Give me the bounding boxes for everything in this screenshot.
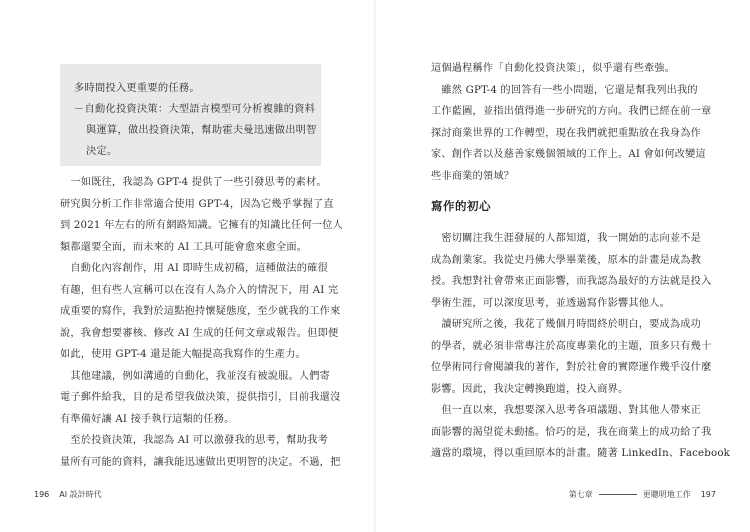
text-line: 雖然 GPT-4 的回答有一些小問題，它還是幫我列出我的: [431, 84, 698, 96]
text-line: 電子郵件給我，目的是希望我做決策，提供指引，目前我還沒: [60, 392, 341, 403]
text-line: 學術生涯，可以深度思考，並透過寫作影響其他人。: [431, 297, 670, 309]
callout-box: [60, 64, 321, 166]
text-line: 這個過程稱作「自動化投資決策」，似乎還有些牽強。: [431, 63, 676, 74]
left-folio: [34, 489, 102, 500]
text-line: 工作藍圖，並指出值得進一步研究的方向。我們已經在前一章: [431, 106, 712, 117]
text-line: 有準備好讓 AI 接手執行這類的任務。: [60, 413, 235, 425]
text-line: 密切關注我生涯發展的人都知道，我一開始的志向並不是: [431, 233, 702, 244]
page-number: 197: [700, 490, 716, 499]
text-line: 如此，使用 GPT-4 還是能大幅提高我寫作的生產力。: [60, 349, 307, 360]
text-line: 的學者，就必須非常專注於高度專業化的主題，頂多只有幾十: [431, 340, 712, 352]
text-line: 但一直以來，我想要深入思考各項議題、對其他人帶來正: [431, 405, 702, 416]
text-line: 影響。因此，我決定轉換跑道，投入商界。: [431, 383, 629, 395]
right-body-text-top: [431, 58, 712, 187]
right-page: [375, 0, 750, 532]
text-line: 自動化內容創作，用 AI 即時生成初稿，這種做法的確很: [60, 263, 328, 274]
text-line: 成為創業家。我從史丹佛大學畢業後，原本的計畫是成為教: [431, 254, 702, 266]
callout-line: 與運算，做出投資決策，幫助霍夫曼迅速做出明智: [86, 125, 317, 136]
text-line: 面影響的渴望從未動搖。恰巧的是，我在商業上的成功給了我: [431, 426, 712, 438]
text-line: 位學術同行會閱讀我的著作，對於社會的實際運作幾乎沒什麼: [431, 362, 712, 373]
chapter-title: 更聰明地工作: [642, 490, 691, 499]
text-line: 成重要的寫作，我對於這點抱持懷疑態度，至少就我的工作來: [60, 306, 341, 317]
chapter-label: 第七章: [568, 490, 593, 499]
right-body-text-bottom: [431, 228, 731, 465]
text-line: 至於投資決策，我認為 AI 可以激發我的思考，幫助我考: [60, 435, 328, 446]
book-title: AI 設計時代: [59, 490, 102, 499]
folio-rule: [599, 494, 637, 495]
page-number: 196: [34, 490, 50, 499]
text-line: 量所有可能的資料，讓我能迅速做出更明智的決定。不過，把: [60, 456, 341, 468]
text-line: 些非商業的領域？: [431, 170, 515, 182]
right-folio: [569, 489, 716, 500]
text-line: 有趣，但有些人宣稱可以在沒有人為介入的情況下，用 AI 完: [60, 284, 339, 296]
callout-line: 多時間投入更重要的任務。: [74, 83, 200, 94]
left-body-text: [60, 172, 343, 473]
text-line: 研究與分析工作非常適合使用 GPT-4，因為它幾乎掌握了直: [60, 198, 334, 210]
text-line: 到 2021 年左右的所有網路知識。它擁有的知識比任何一位人: [60, 220, 343, 231]
callout-line: －自動化投資決策：大型語言模型可分析複雜的資料: [74, 104, 316, 115]
text-line: 授。我想對社會帶來正面影響，而我認為最好的方法就是投入: [431, 276, 712, 287]
text-line: 家、創作者以及慈善家幾個領域的工作上。AI 會如何改變這: [431, 149, 706, 160]
callout-line: 決定。: [86, 146, 118, 157]
section-heading: 寫作的初心: [431, 199, 491, 213]
text-line: 讀研究所之後，我花了幾個月時間終於明白，要成為成功: [431, 319, 702, 330]
text-line: 探討商業世界的工作轉型，現在我們就把重點放在我身為作: [431, 127, 702, 139]
text-line: 說，我會想要審核、修改 AI 生成的任何文章或報告。但即便: [60, 327, 339, 339]
text-line: 適當的環境，得以重回原本的計畫。隨著 LinkedIn、Facebook: [431, 448, 731, 459]
text-line: 類都還要全面，而未來的 AI 工具可能會愈來愈全面。: [60, 241, 308, 253]
text-line: 其他建議，例如溝通的自動化，我並沒有被說服。人們寄: [60, 370, 331, 382]
text-line: 一如既往，我認為 GPT-4 提供了一些引發思考的素材。: [60, 177, 327, 188]
